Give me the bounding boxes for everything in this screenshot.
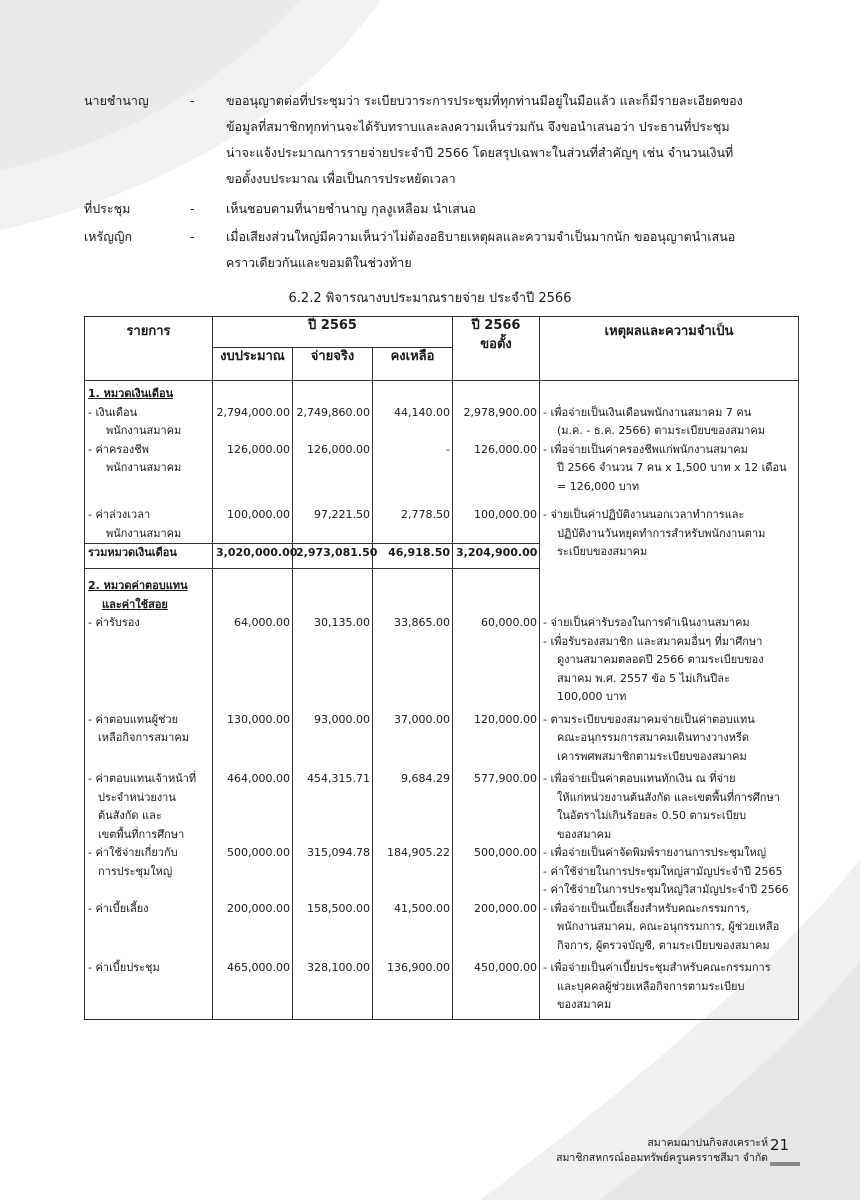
remaining-cell: -: [373, 441, 453, 497]
item-name: - ค่าเบี้ยประชุม: [88, 961, 160, 974]
header-year-2566-line2: ขอตั้ง: [480, 336, 512, 352]
remaining-cell: 136,900.00: [373, 955, 453, 1019]
request-cell: 500,000.00: [453, 844, 540, 900]
section-title: 6.2.2 พิจารณางบประมาณรายจ่าย ประจำปี 2566: [288, 291, 572, 306]
page-number: 21: [770, 1136, 790, 1154]
total-actual: 2,973,081.50: [293, 544, 373, 569]
remaining-cell: 9,684.29: [373, 766, 453, 844]
table-row: [85, 707, 799, 767]
item-name: - ค่าใช้จ่ายเกี่ยวกับ: [88, 846, 178, 859]
budget-cell: 200,000.00: [213, 900, 293, 956]
table-row: [85, 614, 799, 707]
item-name: - ค่าล่วงเวลา: [88, 508, 151, 521]
actual-cell: 30,135.00: [293, 614, 373, 707]
reason-line: ปี 2566 จำนวน 7 คน x 1,500 บาท x 12 เดือน: [557, 461, 787, 474]
speech-line: ขอตั้งงบประมาณ เพื่อเป็นการประหยัดเวลา: [226, 171, 456, 186]
reason-line: ดูงานสมาคมตลอดปี 2566 ตามระเบียบของ: [557, 653, 764, 666]
item-name: - ค่าครองชีพ: [88, 442, 149, 456]
footer-org: [556, 1136, 768, 1166]
reason-line: - เพื่อรับรองสมาชิก และสมาคมอื่นๆ ที่มาศึกษา: [543, 634, 763, 648]
item-name: เหลือกิจการสมาคม: [98, 731, 189, 744]
reason-line: - เพื่อจ่ายเป็นเบี้ยเลี้ยงสำหรับคณะกรรมการ,: [543, 901, 750, 915]
actual-cell: 2,749,860.00: [293, 404, 373, 441]
category-title-line: และค่าใช้สอย: [102, 597, 168, 611]
speech-line: คราวเดียวกันและขอมติในช่วงท้าย: [226, 255, 412, 270]
table-row: [85, 441, 799, 497]
speech-line: ขออนุญาตต่อที่ประชุมว่า ระเบียบวาระการประชุมที่ทุกท่านมีอยู่ในมือแล้ว และก็มีรายละเอียดของ: [226, 93, 743, 108]
speech-2: [84, 196, 804, 222]
item-name: การประชุมใหญ่: [98, 864, 173, 878]
page-number-bar: [770, 1162, 800, 1166]
item-name: - เงินเดือน: [88, 405, 138, 419]
footer-line: สมาชิกสหกรณ์ออมทรัพย์ครูนครราชสีมา จำกัด: [556, 1152, 768, 1164]
table-row: [85, 900, 799, 956]
reason-line: - ค่าใช้จ่ายในการประชุมใหญ่วิสามัญประจำปี 2566: [543, 883, 789, 896]
total-request: 3,204,900.00: [453, 544, 540, 569]
item-name: - ค่าตอบแทนเจ้าหน้าที่: [88, 772, 197, 785]
header-reason: เหตุผลและความจำเป็น: [540, 317, 799, 381]
speaker-name: เหรัญญิก: [84, 229, 133, 244]
total-remaining: 46,918.50: [373, 544, 453, 569]
header-item: รายการ: [85, 317, 213, 381]
actual-cell: 158,500.00: [293, 900, 373, 956]
speaker-name: ที่ประชุม: [84, 201, 131, 216]
request-cell: 577,900.00: [453, 766, 540, 844]
speech-line: เมื่อเสียงส่วนใหญ่มีความเห็นว่าไม่ต้องอธิบายเหตุผลและความจำเป็นมากนัก ขออนุญาตนำเสนอ: [226, 229, 736, 244]
table-row: [85, 496, 799, 544]
speech-line: น่าจะแจ้งประมาณการรายจ่ายประจำปี 2566 โดยสรุปเฉพาะในส่วนที่สำคัญๆ เช่น จำนวนเงินที่: [226, 145, 734, 160]
remaining-cell: 41,500.00: [373, 900, 453, 956]
actual-cell: 315,094.78: [293, 844, 373, 900]
budget-cell: 2,794,000.00: [213, 404, 293, 441]
header-year-2565: ปี 2565: [213, 317, 453, 348]
reason-line: - เพื่อจ่ายเป็นค่าครองชีพแก่พนักงานสมาคม: [543, 442, 748, 456]
item-name: - ค่าตอบแทนผู้ช่วย: [88, 712, 179, 726]
remaining-cell: 37,000.00: [373, 707, 453, 767]
speaker-dash: -: [190, 201, 195, 216]
reason-line: ปฏิบัติงานวันหยุดทำการสำหรับพนักงานตาม: [557, 526, 766, 540]
budget-cell: 126,000.00: [213, 441, 293, 497]
speaker-dash: -: [190, 93, 195, 108]
budget-cell: 130,000.00: [213, 707, 293, 767]
actual-cell: 93,000.00: [293, 707, 373, 767]
remaining-cell: 184,905.22: [373, 844, 453, 900]
category-title: [85, 569, 213, 615]
header-remaining: คงเหลือ: [373, 348, 453, 381]
total-label: รวมหมวดเงินเดือน: [85, 544, 213, 569]
speaker-name: นายชำนาญ: [84, 93, 149, 108]
remaining-cell: 33,865.00: [373, 614, 453, 707]
remaining-cell: 44,140.00: [373, 404, 453, 441]
total-budget: 3,020,000.00: [213, 544, 293, 569]
reason-line: - เพื่อจ่ายเป็นค่าจัดพิมพ์รายงานการประชุมใหญ่: [543, 846, 767, 859]
reason-line: - เพื่อจ่ายเป็นค่าตอบแทนทักเงิน ณ ที่จ่าย: [543, 772, 736, 785]
speech-1: [84, 88, 804, 192]
table-row: [85, 955, 799, 1019]
reason-line: เคารพศพสมาชิกตามระเบียบของสมาคม: [557, 749, 747, 763]
item-name: ต้นสังกัด และ: [98, 809, 162, 822]
header-year-2566: [453, 317, 540, 381]
category-row: [85, 381, 799, 404]
request-cell: 120,000.00: [453, 707, 540, 767]
reason-line: ของสมาคม: [557, 998, 612, 1011]
reason-line: ของสมาคม: [557, 827, 612, 841]
remaining-cell: 2,778.50: [373, 496, 453, 544]
category-title-line: 2. หมวดค่าตอบแทน: [88, 579, 188, 592]
item-name: - ค่าเบี้ยเลี้ยง: [88, 901, 149, 915]
budget-cell: 64,000.00: [213, 614, 293, 707]
budget-table: [84, 316, 799, 1020]
table-row: [85, 844, 799, 900]
actual-cell: 328,100.00: [293, 955, 373, 1019]
reason-line: - จ่ายเป็นค่ารับรองในการดำเนินงานสมาคม: [543, 616, 750, 629]
category-title: 1. หมวดเงินเดือน: [85, 381, 213, 404]
reason-line: และบุคคลผู้ช่วยเหลือกิจการตามระเบียบ: [557, 979, 745, 993]
reason-line: ระเบียบของสมาคม: [557, 545, 648, 558]
budget-cell: 100,000.00: [213, 496, 293, 544]
request-cell: 100,000.00: [453, 496, 540, 544]
actual-cell: 97,221.50: [293, 496, 373, 544]
request-cell: 200,000.00: [453, 900, 540, 956]
speech-line: ข้อมูลที่สมาชิกทุกท่านจะได้รับทราบและลงความเห็นร่วมกัน จึงขอนำเสนอว่า ประธานที่ประชุม: [226, 119, 730, 134]
speech-line: เห็นชอบตามที่นายชำนาญ กุลงูเหลือม นำเสนอ: [226, 201, 476, 216]
item-name: พนักงานสมาคม: [106, 461, 182, 474]
header-budget: งบประมาณ: [213, 348, 293, 381]
item-name: พนักงานสมาคม: [106, 526, 182, 540]
reason-line: (ม.ค. - ธ.ค. 2566) ตามระเบียบของสมาคม: [557, 424, 766, 437]
item-name: ประจำหน่วยงาน: [98, 790, 176, 804]
category-row: [85, 569, 799, 615]
item-name: พนักงานสมาคม: [106, 424, 182, 437]
reason-line: พนักงานสมาคม, คณะอนุกรรมการ, ผู้ช่วยเหลือ: [557, 920, 780, 933]
speaker-dash: -: [190, 229, 195, 244]
request-cell: 450,000.00: [453, 955, 540, 1019]
actual-cell: 454,315.71: [293, 766, 373, 844]
budget-cell: 464,000.00: [213, 766, 293, 844]
header-actual: จ่ายจริง: [293, 348, 373, 381]
request-cell: 2,978,900.00: [453, 404, 540, 441]
actual-cell: 126,000.00: [293, 441, 373, 497]
footer-line: สมาคมฌาปนกิจสงเคราะห์: [647, 1137, 768, 1149]
reason-line: ในอัตราไม่เกินร้อยละ 0.50 ตามระเบียบ: [557, 809, 747, 822]
reason-line: คณะอนุกรรมการสมาคมเดินทางวางหรีด: [557, 731, 750, 744]
item-name: เขตพื้นที่การศึกษา: [98, 827, 185, 841]
reason-line: - ค่าใช้จ่ายในการประชุมใหญ่สามัญประจำปี 2565: [543, 864, 783, 878]
item-name: - ค่ารับรอง: [88, 616, 140, 629]
speech-3: [84, 224, 804, 276]
reason-line: = 126,000 บาท: [557, 479, 640, 493]
table-row: [85, 404, 799, 441]
reason-line: ให้แก่หน่วยงานต้นสังกัด และเขตพื้นที่การศึกษา: [557, 790, 780, 804]
reason-line: - เพื่อจ่ายเป็นเงินเดือนพนักงานสมาคม 7 คน: [543, 405, 752, 419]
request-cell: 60,000.00: [453, 614, 540, 707]
reason-line: - ตามระเบียบของสมาคมจ่ายเป็นค่าตอบแทน: [543, 712, 755, 726]
table-row: [85, 766, 799, 844]
budget-cell: 465,000.00: [213, 955, 293, 1019]
budget-cell: 500,000.00: [213, 844, 293, 900]
header-year-2566-line1: ปี 2566: [471, 318, 521, 333]
reason-line: - เพื่อจ่ายเป็นค่าเบี้ยประชุมสำหรับคณะกรรมการ: [543, 961, 771, 974]
reason-line: สมาคม พ.ศ. 2557 ข้อ 5 ไม่เกินปีละ: [557, 671, 730, 685]
reason-line: 100,000 บาท: [557, 690, 627, 703]
reason-line: กิจการ, ผู้ตรวจบัญชี, ตามระเบียบของสมาคม: [557, 938, 770, 952]
request-cell: 126,000.00: [453, 441, 540, 497]
reason-line: - จ่ายเป็นค่าปฏิบัติงานนอกเวลาทำการและ: [543, 508, 745, 521]
